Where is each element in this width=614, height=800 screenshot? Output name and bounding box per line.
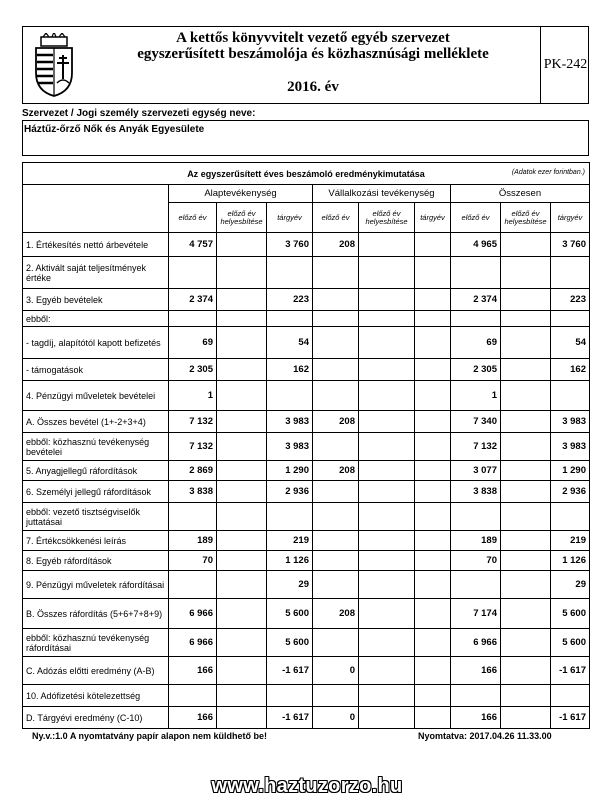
value-cell: 7 132 (169, 411, 217, 433)
table-row (23, 233, 590, 257)
value-cell (415, 599, 451, 629)
value-cell (267, 685, 313, 707)
value-cell: 162 (551, 359, 590, 381)
value-cell (359, 433, 415, 461)
table-row (23, 257, 590, 289)
value-cell (217, 433, 267, 461)
value-cell: 1 126 (551, 551, 590, 571)
value-cell (451, 685, 501, 707)
value-cell (217, 685, 267, 707)
value-cell (313, 551, 359, 571)
value-cell: 219 (551, 531, 590, 551)
table-row (23, 685, 590, 707)
value-cell (217, 551, 267, 571)
value-cell: 3 077 (451, 461, 501, 481)
row-label: ebből: (23, 311, 169, 327)
row-label: 10. Adófizetési kötelezettség (23, 685, 169, 707)
value-cell (217, 599, 267, 629)
value-cell: 208 (313, 233, 359, 257)
row-label: 5. Anyagjellegű ráfordítások (23, 461, 169, 481)
value-cell (415, 531, 451, 551)
row-label: 6. Személyi jellegű ráfordítások (23, 481, 169, 503)
value-cell (169, 503, 217, 531)
value-cell (217, 381, 267, 411)
value-cell (359, 657, 415, 685)
value-cell (501, 359, 551, 381)
table-row (23, 629, 590, 657)
value-cell (501, 707, 551, 729)
value-cell: 208 (313, 411, 359, 433)
table-row (23, 433, 590, 461)
value-cell (217, 289, 267, 311)
value-cell (501, 289, 551, 311)
column-subheader: előző év (451, 203, 501, 233)
value-cell (415, 433, 451, 461)
value-cell (267, 503, 313, 531)
title-line-2: egyszerűsített beszámolója és közhasznúsági melléklete (137, 46, 489, 62)
value-cell (313, 327, 359, 359)
table-row (23, 381, 590, 411)
value-cell (359, 381, 415, 411)
value-cell (217, 531, 267, 551)
column-subheader: előző év helyesbítése (217, 203, 267, 233)
value-cell: 3 983 (267, 411, 313, 433)
report-year: 2016. év (287, 79, 339, 95)
value-cell (169, 257, 217, 289)
value-cell (217, 461, 267, 481)
table-title-text: Az egyszerűsített éves beszámoló eredménykimutatása (187, 168, 425, 179)
value-cell: 6 966 (169, 629, 217, 657)
value-cell (501, 461, 551, 481)
row-label: A. Összes bevétel (1+-2+3+4) (23, 411, 169, 433)
value-cell (415, 685, 451, 707)
column-subheader: előző év helyesbítése (359, 203, 415, 233)
group-header: Összesen (451, 185, 590, 203)
value-cell: 223 (551, 289, 590, 311)
value-cell (551, 381, 590, 411)
value-cell (501, 551, 551, 571)
value-cell (359, 707, 415, 729)
value-cell (359, 629, 415, 657)
value-cell: 5 600 (551, 629, 590, 657)
value-cell (359, 289, 415, 311)
value-cell (169, 311, 217, 327)
table-row (23, 411, 590, 433)
value-cell: 3 838 (451, 481, 501, 503)
value-cell: 208 (313, 461, 359, 481)
row-label: 1. Értékesítés nettó árbevétele (23, 233, 169, 257)
column-subheader: tárgyév (415, 203, 451, 233)
value-cell (359, 481, 415, 503)
table-row (23, 311, 590, 327)
coat-of-arms-icon (31, 33, 77, 97)
value-cell (313, 289, 359, 311)
value-cell (359, 311, 415, 327)
column-subheader: tárgyév (267, 203, 313, 233)
table-row (23, 657, 590, 685)
value-cell (451, 311, 501, 327)
table-row (23, 359, 590, 381)
value-cell (501, 233, 551, 257)
value-cell (217, 311, 267, 327)
value-cell: 69 (169, 327, 217, 359)
value-cell (217, 233, 267, 257)
value-cell (551, 503, 590, 531)
value-cell: 70 (169, 551, 217, 571)
form-header (22, 26, 589, 104)
value-cell (359, 551, 415, 571)
value-cell (217, 481, 267, 503)
value-cell: 3 760 (551, 233, 590, 257)
value-cell (501, 481, 551, 503)
value-cell (217, 327, 267, 359)
table-row (23, 481, 590, 503)
value-cell: 5 600 (551, 599, 590, 629)
value-cell (415, 571, 451, 599)
table-row (23, 503, 590, 531)
value-cell (313, 531, 359, 551)
organization-name: Háztűz-őrző Nők és Anyák Egyesülete (24, 124, 205, 135)
value-cell (267, 257, 313, 289)
value-cell (217, 707, 267, 729)
value-cell (313, 257, 359, 289)
value-cell (415, 359, 451, 381)
value-cell (359, 571, 415, 599)
table-row (23, 551, 590, 571)
value-cell: 29 (551, 571, 590, 599)
value-cell (415, 629, 451, 657)
value-cell: 2 305 (451, 359, 501, 381)
value-cell (415, 233, 451, 257)
value-cell: 1 (169, 381, 217, 411)
value-cell: 208 (313, 599, 359, 629)
value-cell (217, 571, 267, 599)
value-cell: 166 (169, 657, 217, 685)
value-cell (313, 359, 359, 381)
value-cell (501, 685, 551, 707)
value-cell (415, 289, 451, 311)
row-label: 4. Pénzügyi műveletek bevételei (23, 381, 169, 411)
value-cell (415, 503, 451, 531)
value-cell (359, 257, 415, 289)
value-cell (359, 531, 415, 551)
row-label: 8. Egyéb ráfordítások (23, 551, 169, 571)
value-cell (169, 571, 217, 599)
value-cell (313, 503, 359, 531)
value-cell (415, 551, 451, 571)
value-cell: 5 600 (267, 599, 313, 629)
row-label: ebből: közhasznú tevékenység ráfordításai (23, 629, 169, 657)
value-cell: 7 174 (451, 599, 501, 629)
value-cell: 1 290 (267, 461, 313, 481)
value-cell (501, 311, 551, 327)
value-cell (415, 481, 451, 503)
table-row (23, 599, 590, 629)
value-cell (217, 359, 267, 381)
value-cell (451, 503, 501, 531)
value-cell: 6 966 (451, 629, 501, 657)
table-title-row (23, 163, 590, 185)
value-cell (415, 327, 451, 359)
value-cell (551, 257, 590, 289)
value-cell: 3 983 (551, 411, 590, 433)
value-cell (267, 381, 313, 411)
table-row (23, 461, 590, 481)
value-cell: -1 617 (267, 707, 313, 729)
value-cell (451, 571, 501, 599)
table-row (23, 531, 590, 551)
value-cell (359, 359, 415, 381)
value-cell (359, 233, 415, 257)
value-cell (551, 311, 590, 327)
value-cell: 166 (451, 707, 501, 729)
row-label: ebből: vezető tisztségviselők juttatásai (23, 503, 169, 531)
value-cell: 70 (451, 551, 501, 571)
value-cell: 1 (451, 381, 501, 411)
value-cell (313, 685, 359, 707)
value-cell (359, 599, 415, 629)
value-cell (217, 257, 267, 289)
value-cell (415, 411, 451, 433)
table-title (23, 163, 590, 185)
value-cell (313, 311, 359, 327)
value-cell (415, 311, 451, 327)
row-label: 7. Értékcsökkenési leírás (23, 531, 169, 551)
value-cell (217, 411, 267, 433)
website-watermark: www.haztuzorzo.hu (211, 775, 403, 797)
value-cell (359, 411, 415, 433)
row-label: - támogatások (23, 359, 169, 381)
value-cell: 7 132 (451, 433, 501, 461)
organization-label: Szervezet / Jogi személy szervezeti egység neve: (22, 108, 256, 119)
value-cell: -1 617 (267, 657, 313, 685)
value-cell (217, 657, 267, 685)
income-statement-table (22, 162, 590, 729)
value-cell: 189 (451, 531, 501, 551)
value-cell: 7 132 (169, 433, 217, 461)
row-label-header (23, 185, 169, 233)
value-cell (501, 531, 551, 551)
unit-note: (Adatok ezer forintban.) (511, 169, 585, 176)
value-cell: 29 (267, 571, 313, 599)
value-cell: 3 983 (551, 433, 590, 461)
table-row (23, 289, 590, 311)
value-cell (501, 411, 551, 433)
value-cell: 2 374 (451, 289, 501, 311)
value-cell: 219 (267, 531, 313, 551)
value-cell: 54 (267, 327, 313, 359)
value-cell: 69 (451, 327, 501, 359)
value-cell (359, 327, 415, 359)
footer-print-date: Nyomtatva: 2017.04.26 11.33.00 (418, 731, 552, 741)
value-cell (415, 257, 451, 289)
value-cell (501, 503, 551, 531)
column-subheader: tárgyév (551, 203, 590, 233)
value-cell: 2 936 (267, 481, 313, 503)
value-cell: 0 (313, 707, 359, 729)
row-label: 9. Pénzügyi műveletek ráfordításai (23, 571, 169, 599)
footer-version-note: Ny.v.:1.0 A nyomtatvány papír alapon nem küldhető be! (32, 731, 268, 741)
value-cell (415, 461, 451, 481)
value-cell (451, 257, 501, 289)
column-subheader: előző év helyesbítése (501, 203, 551, 233)
value-cell: 6 966 (169, 599, 217, 629)
value-cell: 3 983 (267, 433, 313, 461)
value-cell: 5 600 (267, 629, 313, 657)
value-cell: 1 290 (551, 461, 590, 481)
group-header-row (23, 185, 590, 203)
group-header: Vállalkozási tevékenység (313, 185, 451, 203)
value-cell (501, 571, 551, 599)
value-cell (267, 311, 313, 327)
value-cell (501, 381, 551, 411)
value-cell (359, 503, 415, 531)
value-cell: 3 838 (169, 481, 217, 503)
value-cell: 162 (267, 359, 313, 381)
value-cell: 223 (267, 289, 313, 311)
value-cell (501, 327, 551, 359)
value-cell (359, 685, 415, 707)
value-cell: 3 760 (267, 233, 313, 257)
row-label: 2. Aktivált saját teljesítmények értéke (23, 257, 169, 289)
row-label: B. Összes ráfordítás (5+6+7+8+9) (23, 599, 169, 629)
table-row (23, 327, 590, 359)
table-row (23, 707, 590, 729)
value-cell (217, 503, 267, 531)
value-cell (169, 685, 217, 707)
organization-box (22, 120, 589, 156)
value-cell: 189 (169, 531, 217, 551)
value-cell: 2 374 (169, 289, 217, 311)
value-cell (415, 707, 451, 729)
value-cell: 54 (551, 327, 590, 359)
value-cell (415, 657, 451, 685)
row-label: 3. Egyéb bevételek (23, 289, 169, 311)
title-line-1: A kettős könyvvitelt vezető egyéb szervezet (176, 30, 450, 46)
value-cell (501, 599, 551, 629)
value-cell (501, 433, 551, 461)
value-cell (217, 629, 267, 657)
value-cell: 1 126 (267, 551, 313, 571)
row-label: - tagdíj, alapítótól kapott befizetés (23, 327, 169, 359)
value-cell (551, 685, 590, 707)
form-code: PK-242 (540, 27, 590, 103)
value-cell (313, 481, 359, 503)
value-cell: 7 340 (451, 411, 501, 433)
value-cell: -1 617 (551, 657, 590, 685)
value-cell: 166 (451, 657, 501, 685)
group-header: Alaptevékenység (169, 185, 313, 203)
column-subheader: előző év (169, 203, 217, 233)
value-cell: 2 936 (551, 481, 590, 503)
value-cell (415, 381, 451, 411)
value-cell: 166 (169, 707, 217, 729)
table-row (23, 571, 590, 599)
value-cell (359, 461, 415, 481)
value-cell (501, 629, 551, 657)
row-label: C. Adózás előtti eredmény (A-B) (23, 657, 169, 685)
row-label: D. Tárgyévi eredmény (C-10) (23, 707, 169, 729)
row-label: ebből: közhasznú tevékenység bevételei (23, 433, 169, 461)
value-cell: 0 (313, 657, 359, 685)
value-cell (501, 257, 551, 289)
value-cell: -1 617 (551, 707, 590, 729)
value-cell (313, 381, 359, 411)
value-cell (501, 657, 551, 685)
form-title (103, 30, 523, 62)
value-cell: 4 965 (451, 233, 501, 257)
value-cell: 2 305 (169, 359, 217, 381)
value-cell (313, 571, 359, 599)
value-cell (313, 433, 359, 461)
value-cell (313, 629, 359, 657)
column-subheader: előző év (313, 203, 359, 233)
value-cell: 2 869 (169, 461, 217, 481)
value-cell: 4 757 (169, 233, 217, 257)
